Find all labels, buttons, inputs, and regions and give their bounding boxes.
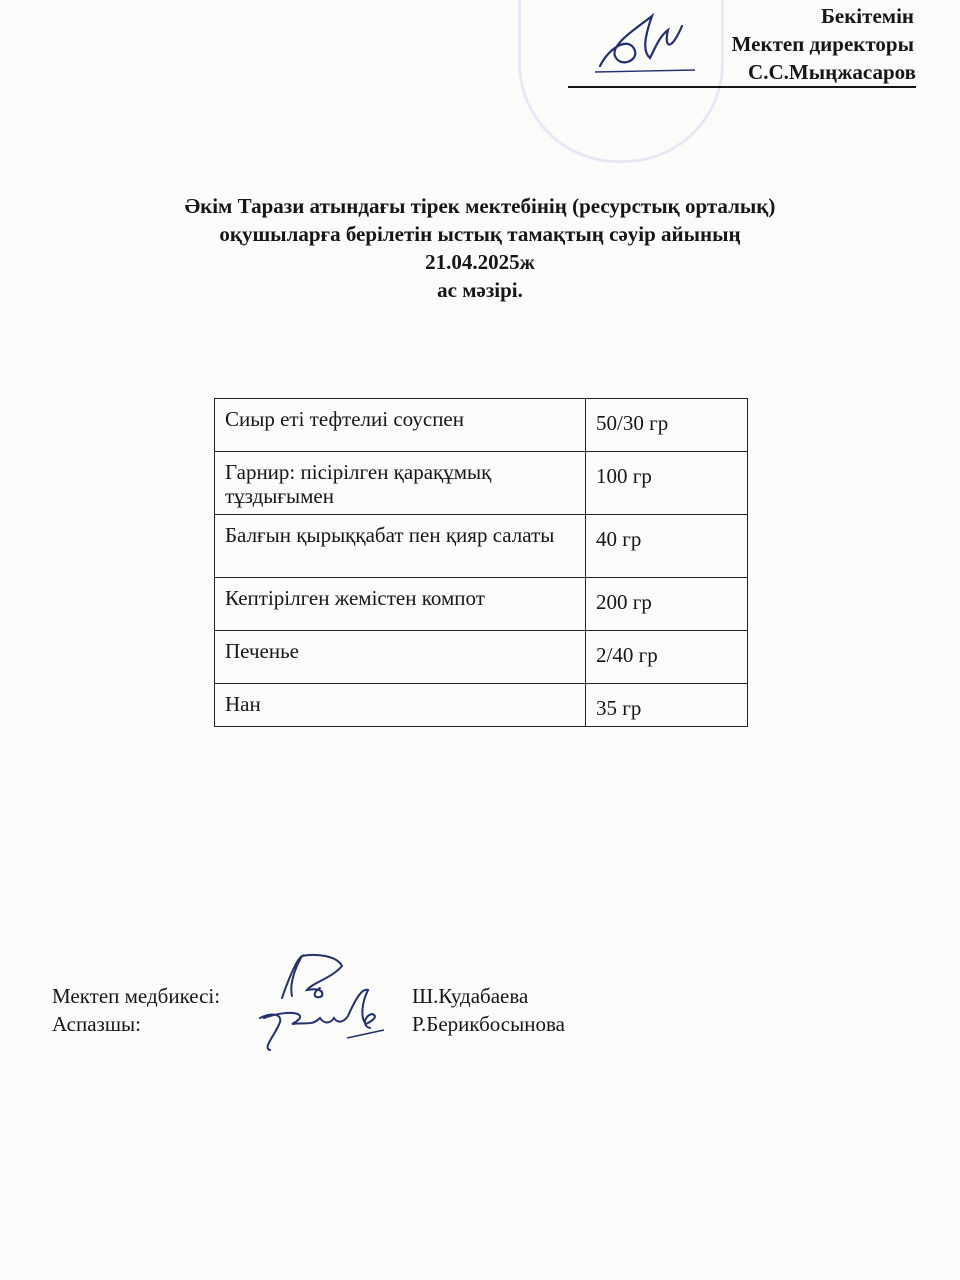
quantity-cell: 2/40 гр — [586, 631, 748, 684]
quantity-cell: 50/30 гр — [586, 399, 748, 452]
quantity-cell: 100 гр — [586, 452, 748, 515]
document-title — [0, 192, 960, 304]
dish-cell: Нан — [215, 684, 586, 727]
table-row — [215, 452, 748, 515]
dish-cell: Печенье — [215, 631, 586, 684]
menu-table — [214, 398, 748, 727]
dish-cell: Сиыр еті тефтелиі соуспен — [215, 399, 586, 452]
dish-cell: Балғын қырыққабат пен қияр салаты — [215, 515, 586, 578]
approval-block — [568, 2, 914, 88]
cook-row — [52, 1010, 652, 1038]
table-row — [215, 631, 748, 684]
table-row — [215, 515, 748, 578]
table-row — [215, 578, 748, 631]
title-date: 21.04.2025ж — [425, 250, 535, 274]
director-name: С.С.Мыңжасаров — [568, 58, 916, 88]
dish-cell: Гарнир: пісірілген қарақұмық тұздығымен — [215, 452, 586, 515]
title-line-1: Әкім Тарази атындағы тірек мектебінің (ресурстық орталық) — [184, 194, 776, 218]
director-position: Мектеп директоры — [731, 32, 914, 56]
table-row — [215, 684, 748, 727]
cook-role: Аспазшы: — [52, 1012, 141, 1036]
quantity-cell: 200 гр — [586, 578, 748, 631]
nurse-name: Ш.Кудабаева — [412, 984, 529, 1008]
cook-name: Р.Берикбосынова — [412, 1012, 565, 1036]
table-row — [215, 399, 748, 452]
approval-heading: Бекітемін — [820, 4, 914, 28]
title-line-2: оқушыларға берілетін ыстық тамақтың сәуір айының — [219, 222, 741, 246]
title-line-4: ас мәзірі. — [437, 278, 523, 302]
nurse-row — [52, 982, 652, 1010]
dish-cell: Кептірілген жемістен компот — [215, 578, 586, 631]
quantity-cell: 40 гр — [586, 515, 748, 578]
nurse-role: Мектеп медбикесі: — [52, 984, 221, 1008]
signatures-block — [52, 982, 652, 1038]
quantity-cell: 35 гр — [586, 684, 748, 727]
